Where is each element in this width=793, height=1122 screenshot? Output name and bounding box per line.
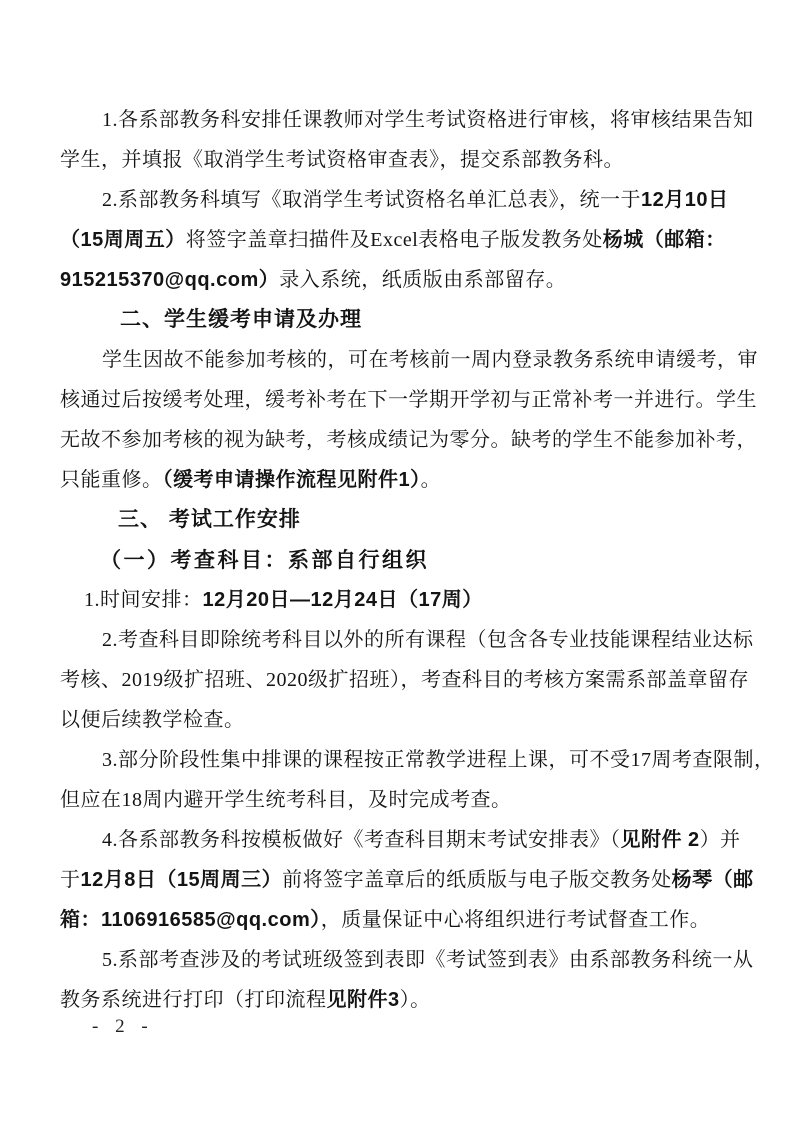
emphasized-text-segment: 三、 考试工作安排 [118, 508, 301, 531]
document-line [60, 900, 735, 940]
emphasized-text-segment: 12月8日（15周周三） [80, 869, 283, 891]
emphasized-text-segment: 杨琴（邮 [671, 869, 754, 891]
text-segment: 只能重修。 [60, 469, 163, 491]
text-segment: 3.部分阶段性集中排课的课程按正常教学进程上课，可不受17周考查限制， [102, 749, 775, 771]
document-line [60, 380, 757, 420]
document-line [60, 460, 735, 500]
document-line [60, 180, 735, 220]
document-line [60, 500, 735, 540]
document-line [60, 220, 735, 260]
text-segment: 但应在18周内避开学生统考科目，及时完成考查。 [60, 789, 512, 811]
emphasized-text-segment: 915215370@qq.com） [60, 269, 280, 291]
emphasized-text-segment: 见附件 2 [620, 829, 700, 851]
document-line [60, 580, 735, 620]
page-number: - 2 - [92, 1016, 154, 1037]
document-line [60, 540, 735, 580]
text-segment: 。 [420, 469, 442, 491]
text-segment: 前将签字盖章后的纸质版与电子版交教务处 [282, 869, 672, 891]
text-segment: 考核、2019级扩招班、2020级扩招班），考查科目的考核方案需系部盖章留存 [60, 669, 749, 691]
emphasized-text-segment: （一）考查科目：系部自行组织 [100, 549, 429, 572]
document-line [60, 260, 735, 300]
text-segment: 核通过后按缓考处理，缓考补考在下一学期开学初与正常补考一并进行。学生 [60, 389, 757, 411]
emphasized-text-segment: 二、学生缓考申请及办理 [120, 308, 362, 331]
emphasized-text-segment: 杨城（邮箱： [602, 229, 726, 251]
text-segment: 于 [60, 869, 81, 891]
text-segment: 4.各系部教务科按模板做好《考查科目期末考试安排表》（ [102, 829, 621, 851]
document-line [60, 140, 735, 180]
document-line [60, 740, 775, 780]
emphasized-text-segment: 12月10日 [641, 189, 729, 211]
text-segment: 以便后续教学检查。 [60, 709, 245, 731]
text-segment: ）并 [699, 829, 741, 851]
document-line [60, 420, 757, 460]
text-segment: 教务系统进行打印（打印流程 [60, 989, 327, 1011]
text-segment: 5.系部考查涉及的考试班级签到表即《考试签到表》由系部教务科统一从 [102, 949, 754, 971]
document-line [60, 980, 735, 1020]
text-segment: 学生，并填报《取消学生考试资格审查表》，提交系部教务科。 [60, 149, 624, 171]
text-segment: 2.考查科目即除统考科目以外的所有课程（包含各专业技能课程结业达标 [102, 629, 754, 651]
document-line [60, 340, 758, 380]
text-segment: 录入系统，纸质版由系部留存。 [279, 269, 567, 291]
emphasized-text-segment: 箱：1106916585@qq.com） [60, 909, 321, 931]
emphasized-text-segment: 12月20日—12月24日（17周） [202, 589, 483, 611]
text-segment: 2.系部教务科填写《取消学生考试资格名单汇总表》，统一于 [102, 189, 641, 211]
emphasized-text-segment: 见附件3 [326, 989, 400, 1011]
document-body [60, 100, 775, 1020]
document-line [60, 780, 735, 820]
text-segment: ，质量保证中心将组织进行考试督查工作。 [320, 909, 711, 931]
emphasized-text-segment: （15周周五） [60, 229, 186, 251]
text-segment: 学生因故不能参加考核的，可在考核前一周内登录教务系统申请缓考，审 [102, 349, 758, 371]
text-segment: 1.各系部教务科安排任课教师对学生考试资格进行审核，将审核结果告知 [102, 109, 754, 131]
document-line [60, 820, 741, 860]
document-line [60, 100, 754, 140]
text-segment: ）。 [399, 989, 431, 1011]
document-line [60, 300, 735, 340]
document-line [60, 860, 754, 900]
document-line [60, 660, 749, 700]
text-segment: 1.时间安排： [84, 589, 203, 611]
document-line [60, 700, 735, 740]
text-segment: 无故不参加考核的视为缺考，考核成绩记为零分。缺考的学生不能参加补考， [60, 429, 757, 451]
document-line [60, 620, 754, 660]
emphasized-text-segment: （缓考申请操作流程见附件1） [162, 469, 421, 491]
document-line [60, 940, 754, 980]
text-segment: 将签字盖章扫描件及Excel表格电子版发教务处 [185, 229, 603, 251]
